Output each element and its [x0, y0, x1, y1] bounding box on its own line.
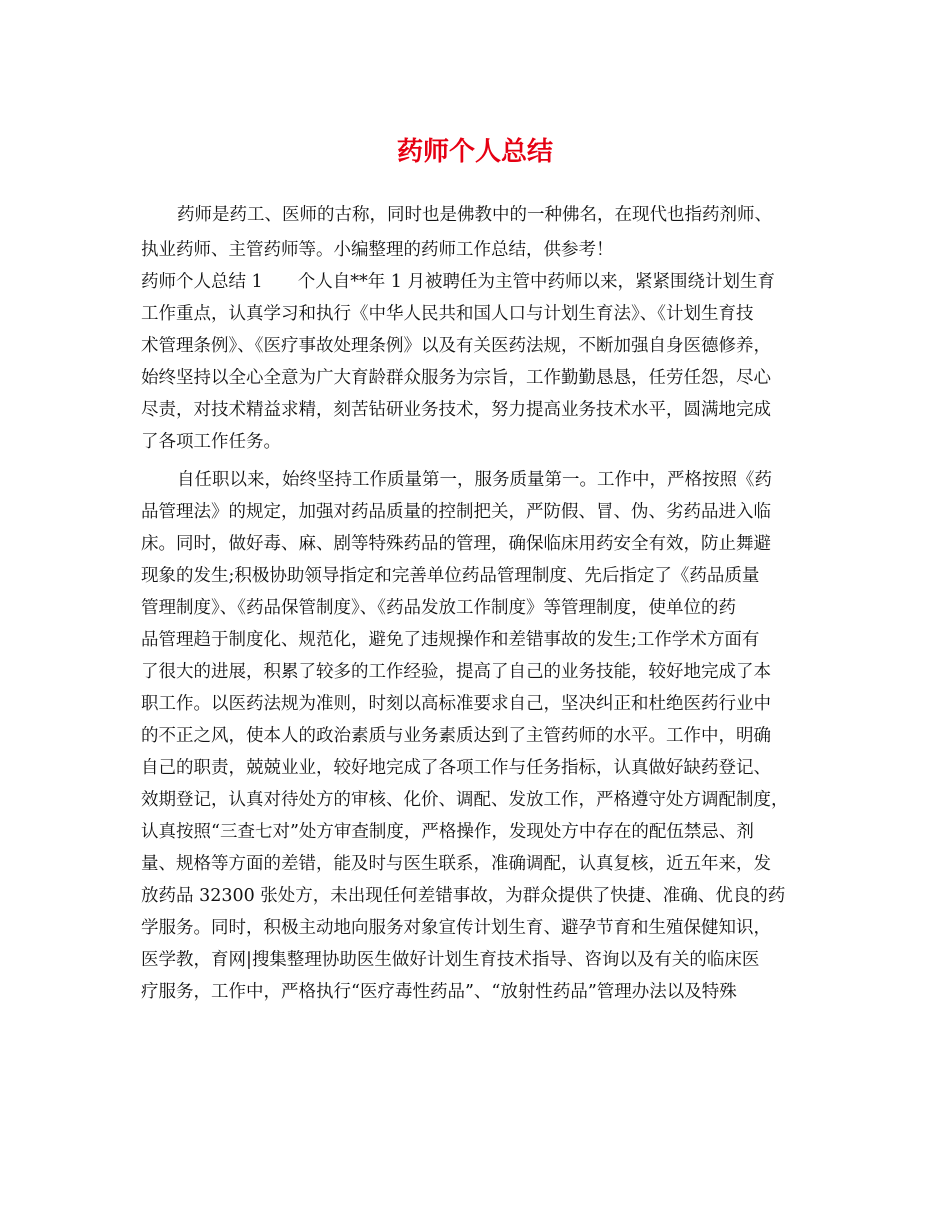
text-line: 管理制度》、《药品保管制度》、《药品发放工作制度》等管理制度，使单位的药 — [141, 598, 736, 618]
text-line: 现象的发生;积极协助领导指定和完善单位药品管理制度、先后指定了《药品质量 — [141, 566, 760, 586]
document-title: 药师个人总结 — [396, 137, 553, 167]
text-line: 执业药师、主管药师等。小编整理的药师工作总结，供参考！ — [141, 240, 614, 260]
text-line: 效期登记，认真对待处方的审核、化价、调配、发放工作，严格遵守处方调配制度， — [141, 790, 789, 810]
text-line: 了各项工作任务。 — [141, 432, 281, 452]
text-line: 职工作。以医药法规为准则，时刻以高标准要求自己，坚决纠正和杜绝医药行业中 — [141, 694, 771, 714]
text-line: 自任职以来，始终坚持工作质量第一，服务质量第一。工作中，严格按照《药 — [177, 470, 772, 490]
text-line: 药师个人总结 1 个人自**年 1 月被聘任为主管中药师以来，紧紧围绕计划生育 — [141, 272, 775, 292]
text-line: 术管理条例》、《医疗事故处理条例》以及有关医药法规，不断加强自身医德修养， — [141, 336, 771, 356]
text-line: 量、规格等方面的差错，能及时与医生联系，准确调配，认真复核，近五年来，发 — [141, 854, 771, 874]
text-line: 床。同时，做好毒、麻、剧等特殊药品的管理，确保临床用药安全有效，防止舞避 — [141, 534, 771, 554]
text-line: 药师是药工、医师的古称，同时也是佛教中的一种佛名，在现代也指药剂师、 — [177, 205, 772, 225]
text-line: 品管理趋于制度化、规范化，避免了违规操作和差错事故的发生;工作学术方面有 — [141, 630, 760, 650]
document-body — [141, 202, 831, 1008]
text-line: 了很大的进展，积累了较多的工作经验，提高了自己的业务技能，较好地完成了本 — [141, 662, 771, 682]
text-line: 认真按照“三查七对”处方审查制度，严格操作，发现处方中存在的配伍禁忌、剂 — [141, 822, 754, 842]
text-line: 的不正之风，使本人的政治素质与业务素质达到了主管药师的水平。工作中，明确 — [141, 726, 771, 746]
text-line: 始终坚持以全心全意为广大育龄群众服务为宗旨，工作勤勤恳恳，任劳任怨，尽心 — [141, 368, 771, 388]
text-line: 尽责，对技术精益求精，刻苦钻研业务技术，努力提高业务技术水平，圆满地完成 — [141, 400, 771, 420]
text-line: 疗服务，工作中，严格执行“医疗毒性药品”、“放射性药品”管理办法以及特殊 — [141, 982, 737, 1002]
text-line: 自己的职责，兢兢业业，较好地完成了各项工作与任务指标，认真做好缺药登记、 — [141, 758, 771, 778]
text-line: 医学教，育网|搜集整理协助医生做好计划生育技术指导、咨询以及有关的临床医 — [141, 950, 760, 970]
text-line: 学服务。同时，积极主动地向服务对象宣传计划生育、避孕节育和生殖保健知识， — [141, 918, 771, 938]
text-line: 品管理法》的规定，加强对药品质量的控制把关，严防假、冒、伪、劣药品进入临 — [141, 502, 771, 522]
text-line: 放药品 32300 张处方，未出现任何差错事故，为群众提供了快捷、准确、优良的药 — [141, 886, 786, 906]
text-line: 工作重点，认真学习和执行《中华人民共和国人口与计划生育法》、《计划生育技 — [141, 304, 754, 324]
